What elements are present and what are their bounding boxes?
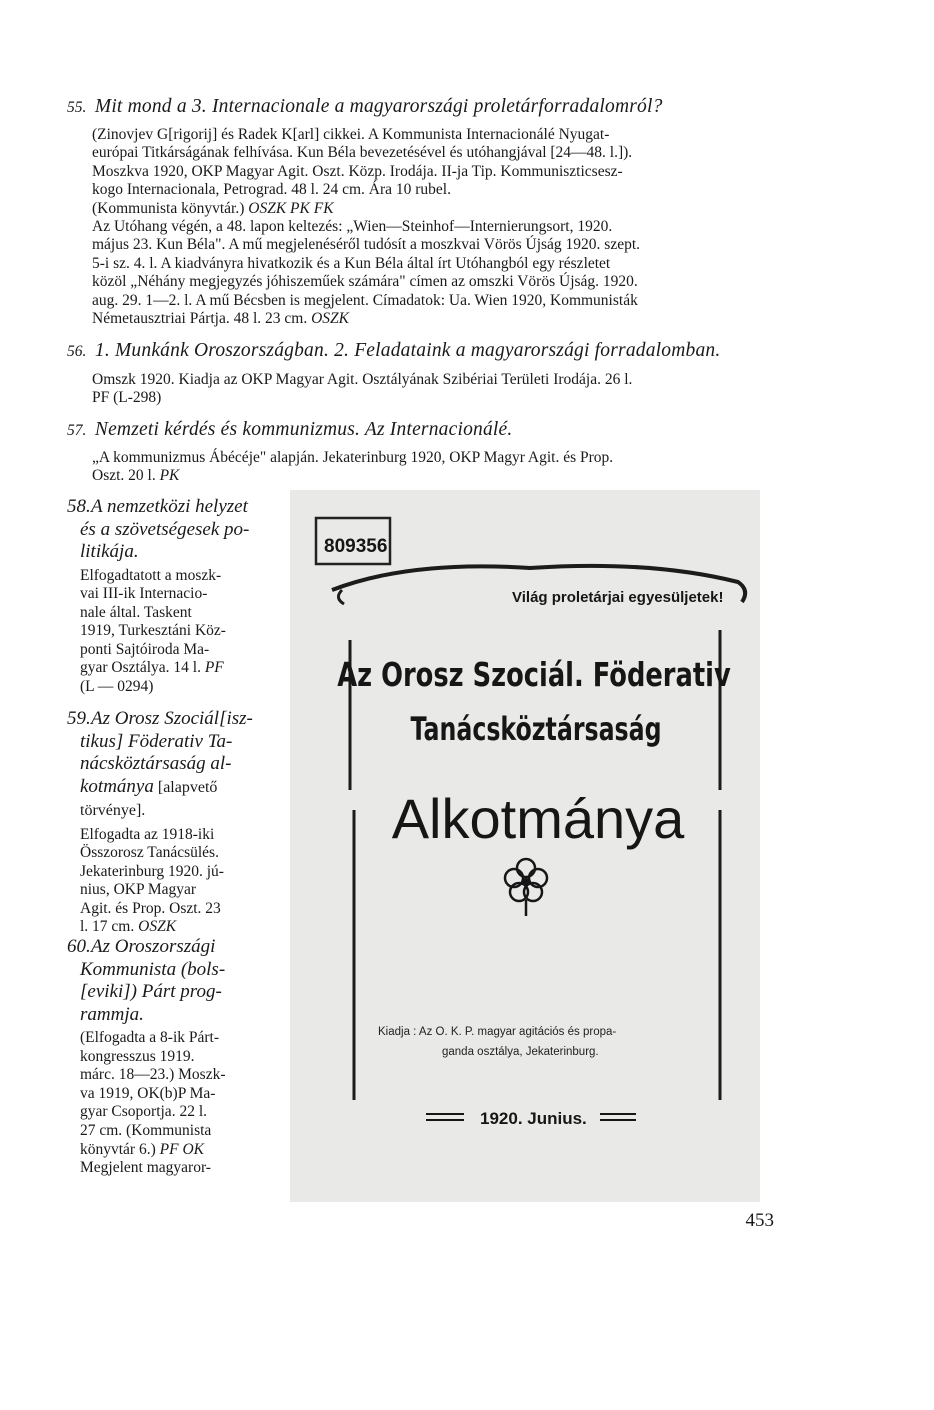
entry-60 <box>67 936 263 1178</box>
entry-59-line: Agit. és Prop. Oszt. 23 <box>80 899 221 917</box>
entry-58-line: vai III-ik Internacio- <box>80 585 208 603</box>
entry-56-heading <box>67 342 720 361</box>
entry-55-line: aug. 29. 1—2. l. A mű Bécsben is megjelent. Címadatok: Ua. Wien 1920, Kommunisták <box>92 291 638 309</box>
entry-58 <box>67 496 263 697</box>
entry-60-line: va 1919, OK(b)P Ma- <box>80 1084 216 1102</box>
entry-60-line: kongresszus 1919. <box>80 1047 195 1065</box>
entry-59-title-line: kotmánya <box>80 775 154 797</box>
entry-60-title-line: rammja. <box>80 1003 144 1025</box>
entry-60-line: (Elfogadta a 8-ik Párt- <box>80 1029 220 1046</box>
entry-58-title-line: és a szövetségesek po- <box>80 518 250 540</box>
cover-title-line3: Alkotmánya <box>391 787 685 850</box>
entry-59-title-line: Az Orosz Szociál[isz- <box>91 708 253 729</box>
entry-58-line: (L — 0294) <box>80 678 154 696</box>
cover-image <box>290 490 760 1202</box>
entry-60-title-line: Az Oroszországi <box>91 936 216 957</box>
entry-58-title-line: A nemzetközi helyzet <box>91 496 248 517</box>
cover-illustration <box>290 490 760 1202</box>
entry-57-line <box>92 467 777 485</box>
entry-55-text: Németausztriai Pártja. 48 l. 23 cm. <box>92 310 308 328</box>
entry-60-title <box>67 936 263 1026</box>
cover-title-line2: Tanácsköztársaság <box>410 710 662 748</box>
entry-55-line: Az Utóhang végén, a 48. lapon keltezés: „Wien—Steinhof—Internierungsort, 1920. <box>92 218 613 236</box>
entry-55-number: 55. <box>67 99 87 116</box>
entry-60-body <box>67 1029 263 1178</box>
entry-55-holdings: OSZK PK FK <box>244 199 334 217</box>
entry-55-line: május 23. Kun Béla". A mű megjelenéséről tudósít a moszkvai Vörös Újság 1920. szept. <box>92 236 641 254</box>
cover-publisher-line2: ganda osztálya, Jekaterinburg. <box>442 1046 599 1058</box>
entry-60-title-line: Kommunista (bols- <box>80 958 226 980</box>
entry-60-holdings: PF OK <box>155 1140 204 1158</box>
entry-55-line: közöl „Néhány megjegyzés jóhiszeműek számára" címen az omszki Vörös Újság. 1920. <box>92 273 638 291</box>
entry-58-number: 58. <box>67 496 91 517</box>
entry-59-line: Jekaterinburg 1920. jú- <box>80 862 224 880</box>
entry-58-title-line: litikája. <box>80 541 139 562</box>
entry-59-title-line: tikus] Föderativ Ta- <box>80 730 233 752</box>
entry-57-text: Oszt. 20 l. <box>92 467 156 485</box>
entry-58-holdings: PF <box>200 659 224 677</box>
entry-55-line <box>92 310 777 328</box>
entry-57-line: „A kommunizmus Ábécéje" alapján. Jekaterinburg 1920, OKP Magyr Agit. és Prop. <box>92 449 614 466</box>
entry-58-line <box>80 659 263 678</box>
entry-55-line: európai Titkárságának felhívása. Kun Béla bevezetésével és utóhangjával [24—48. l.]). <box>92 144 633 162</box>
cover-date: 1920. Junius. <box>480 1109 587 1128</box>
entry-56-line: Omszk 1920. Kiadja az OKP Magyar Agit. Osztályának Szibériai Területi Irodája. 26 l. <box>92 371 633 388</box>
entry-55-title: Mit mond a 3. Internacionale a magyarországi proletárforradalomról? <box>94 96 663 117</box>
entry-59-title-note: törvénye]. <box>80 802 146 819</box>
entry-57-title: Nemzeti kérdés és kommunizmus. Az Internacionálé. <box>94 419 513 440</box>
entry-59-line: nius, OKP Magyar <box>80 881 197 899</box>
entry-60-line: Megjelent magyaror- <box>80 1159 211 1177</box>
entry-60-line <box>80 1141 263 1160</box>
entry-58-body <box>67 567 263 697</box>
cover-publisher-line1: Kiadja : Az O. K. P. magyar agitációs és propa- <box>378 1026 617 1038</box>
entry-57-number: 57. <box>67 422 87 439</box>
entry-59-number: 59. <box>67 708 91 729</box>
entry-59 <box>67 708 263 937</box>
entry-59-title <box>67 708 263 823</box>
entry-58-line: nale által. Taskent <box>80 603 192 621</box>
entry-58-line: ponti Sajtóiroda Ma- <box>80 640 210 658</box>
entry-59-holdings: OSZK <box>134 918 177 936</box>
page-number: 453 <box>745 1210 774 1231</box>
entry-55-line: 5-i sz. 4. l. A kiadványra hivatkozik és a Kun Béla által írt Utóhangból egy részletet <box>92 254 611 272</box>
entry-59-title-note: [alapvető <box>153 778 218 796</box>
entry-59-title-line: nácsköztársaság al- <box>80 753 232 774</box>
entry-55-line: kogo Internacionala, Petrograd. 48 l. 24 cm. Ára 10 rubel. <box>92 181 451 199</box>
entry-60-line: gyar Csoportja. 22 l. <box>80 1103 207 1121</box>
entry-57-heading <box>67 421 512 440</box>
entry-55-holdings: OSZK <box>307 310 349 328</box>
entry-56-number: 56. <box>67 343 87 360</box>
cover-title-line1: Az Orosz Szociál. Föderativ <box>337 655 731 694</box>
entry-60-line: 27 cm. (Kommunista <box>80 1121 212 1139</box>
entry-60-number: 60. <box>67 936 91 957</box>
entry-55-line: Moszkva 1920, OKP Magyar Agit. Oszt. Közp. Irodája. II-ja Tip. Kommuniszticsesz- <box>92 162 623 180</box>
entry-57-body <box>92 449 777 486</box>
entry-59-body <box>67 826 263 938</box>
entry-55-body <box>92 126 777 328</box>
entry-59-line <box>80 918 263 937</box>
entry-60-line: márc. 18—23.) Moszk- <box>80 1066 226 1084</box>
entry-58-title <box>67 496 263 564</box>
entry-60-title-line: [eviki]) Párt prog- <box>80 981 222 1002</box>
entry-59-line: Összorosz Tanácsülés. <box>80 844 219 862</box>
entry-58-text: gyar Osztálya. 14 l. <box>80 659 201 677</box>
entry-60-text: könyvtár 6.) <box>80 1140 156 1158</box>
entry-56-title: 1. Munkánk Oroszországban. 2. Feladataink a magyarországi forradalomban. <box>94 340 721 361</box>
entry-55-line: (Zinovjev G[rigorij] és Radek K[arl] cikkei. A Kommunista Internacionálé Nyugat- <box>92 126 610 143</box>
entry-55-series: (Kommunista könyvtár.) <box>92 199 245 217</box>
entry-55-line <box>92 200 777 218</box>
entry-57-holdings: PK <box>155 467 180 485</box>
entry-58-line: 1919, Turkesztáni Köz- <box>80 622 226 640</box>
entry-56-body <box>92 371 777 408</box>
accession-stamp: 809356 <box>324 536 388 557</box>
cover-slogan: Világ proletárjai egyesüljetek! <box>512 589 724 606</box>
entry-58-line: Elfogadtatott a moszk- <box>80 566 222 584</box>
entry-59-line: Elfogadta az 1918-iki <box>80 825 215 843</box>
entry-55-heading <box>67 98 663 117</box>
entry-56-line: PF (L-298) <box>92 389 162 407</box>
entry-59-text: l. 17 cm. <box>80 918 135 936</box>
